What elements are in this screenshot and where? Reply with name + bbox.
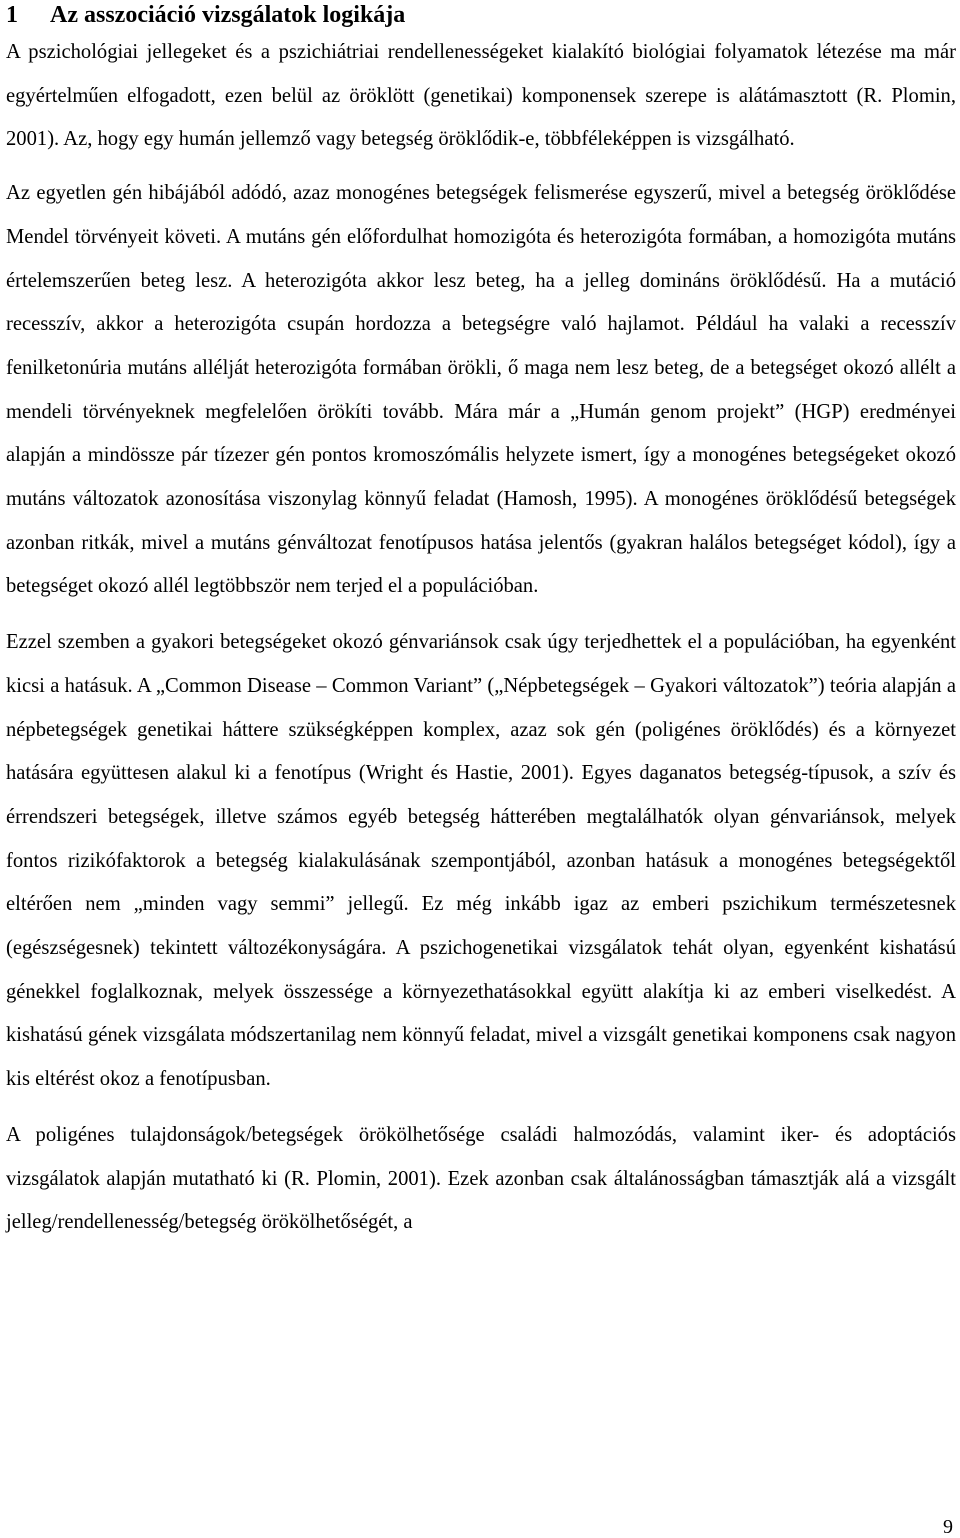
paragraph-common-variant: Ezzel szemben a gyakori betegségeket okozó génvariánsok csak úgy terjedhettek el a populációban, ha egyenként kicsi a hatásuk. A „Common Disease – Common Variant” („Népbetegségek – Gyakori változatok”) teória alapján a népbetegségek genetikai háttere szükségképpen komplex, azaz sok gén (poligénes öröklődés) és a környezet hatására együttesen alakul ki a fenotípus (Wright és Hastie, 2001). Egyes daganatos betegség-típusok, a szív és érrendszeri betegségek, illetve számos egyéb betegség hátterében megtalálhatók olyan génvariánsok, melyek fontos rizikófaktorok a betegség kialakulásának szempontjából, azonban hatásuk a monogénes betegségektől eltérően nem „minden vagy semmi” jellegű. Ez még inkább igaz az emberi pszichikum természetesnek (egészségesnek) tekintett változékonyságára. A pszichogenetikai vizsgálatok tehát olyan, egyenként kishatású génekkel foglalkoznak, melyek összessége a környezethatásokkal együtt alakítja ki az emberi viselkedést. A kishatású gének vizsgálata módszertanilag nem könnyű feladat, mivel a vizsgált genetikai komponens csak nagyon kis eltérést okoz a fenotípusban. [6,631,956,1091]
section-number: 1 [6,2,18,28]
section-heading [6,0,956,30]
document-page [6,0,956,1245]
paragraph-polygenic: A poligénes tulajdonságok/betegségek örökölhetősége családi halmozódás, valamint iker- és adoptációs vizsgálatok alapján mutatható ki (R. Plomin, 2001). Ezek azonban csak általánosságban támasztják alá a vizsgált jelleg/rendellenesség/betegség örökölhetőségét, a [6,1123,956,1234]
paragraph-intro: A pszichológiai jellegeket és a pszichiátriai rendellenességeket kialakító biológiai folyamatok létezése ma már egyértelműen elfogadott, ezen belül az öröklött (genetikai) komponensek szerepe is alátámasztott (R. Plomin, 2001). Az, hogy egy humán jellemző vagy betegség öröklődik-e, többféleképpen is vizsgálható. [6,41,956,151]
paragraph-monogenic: Az egyetlen gén hibájából adódó, azaz monogénes betegségek felismerése egyszerű, mivel a betegség öröklődése Mendel törvényeit követi. A mutáns gén előfordulhat homozigóta és heterozigóta formában, a homozigóta mutáns értelemszerűen beteg lesz. A heterozigóta akkor lesz beteg, ha a jelleg domináns öröklődésű. Ha a mutáció recesszív, akkor a heterozigóta csupán hordozza a betegségre való hajlamot. Például ha valaki a recesszív fenilketonúria mutáns allélját heterozigóta formában örökli, ő maga nem lesz beteg, de a betegséget okozó allélt a mendeli törvényeknek megfelelően örökíti tovább. Mára már a „Humán genom projekt” (HGP) eredményei alapján a mindössze pár tízezer gén pontos kromoszómális helyzete ismert, így a monogénes betegségeket okozó mutáns változatok azonosítása viszonylag könnyű feladat (Hamosh, 1995). A monogénes öröklődésű betegségek azonban ritkák, mivel a mutáns génváltozat fenotípusos hatása jelentős (gyakran halálos betegséget kódol), így a betegséget okozó allél legtöbbször nem terjed el a populációban. [6,182,956,598]
page-number: 9 [943,1516,953,1538]
section-title: Az asszociáció vizsgálatok logikája [50,2,406,28]
